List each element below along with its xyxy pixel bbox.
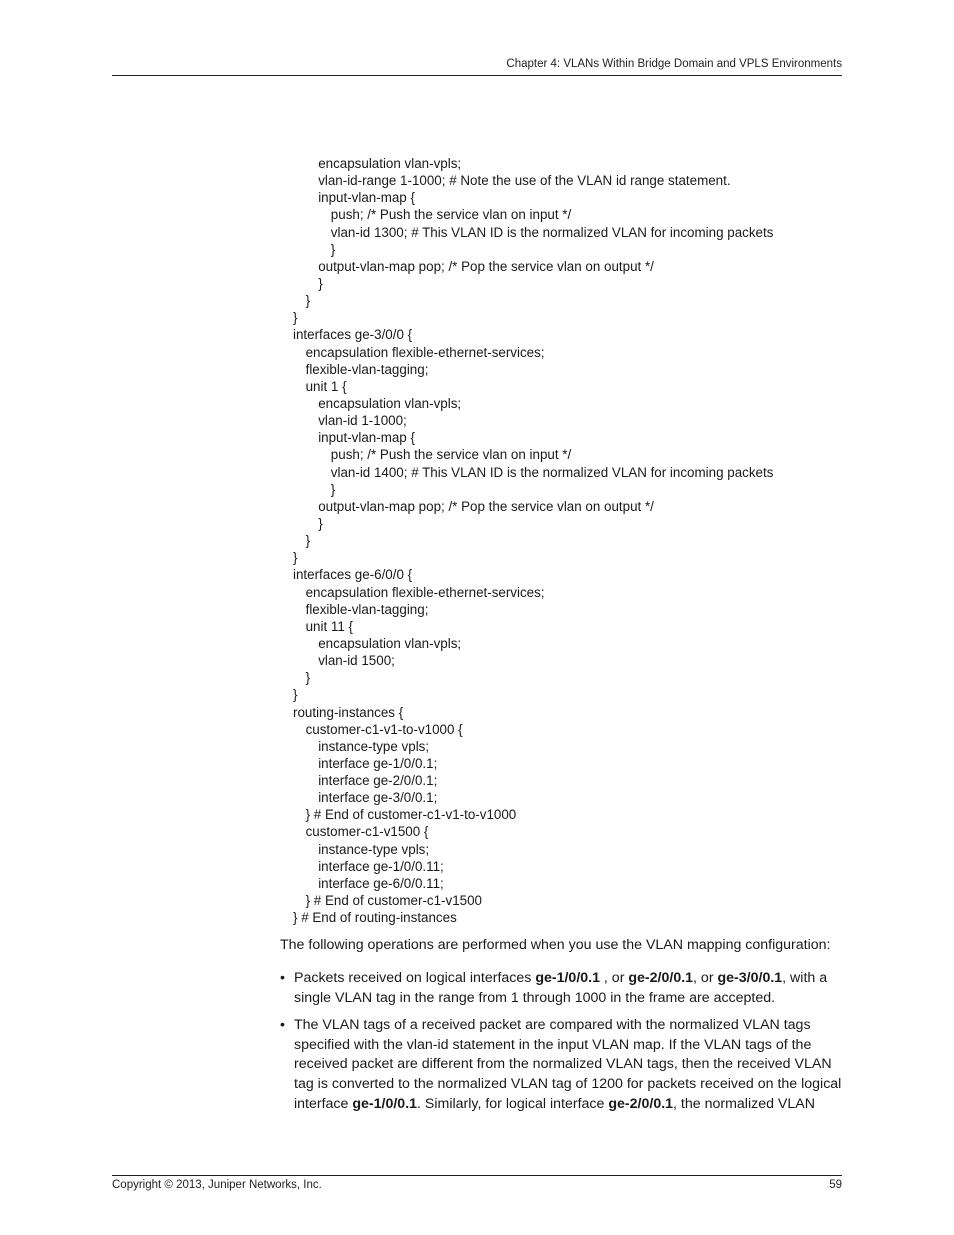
list-item: [280, 1016, 855, 1114]
code-line: }: [293, 310, 298, 326]
code-line: interface ge-2/0/0.1;: [318, 773, 438, 789]
interface-name: ge-2/0/0.1: [608, 1095, 674, 1112]
text-run: interface: [294, 1095, 353, 1112]
code-line: vlan-id 1400; # This VLAN ID is the normalized VLAN for incoming packets: [330, 464, 774, 480]
list-item-line: [294, 1055, 855, 1075]
code-line: output-vlan-map pop; /* Pop the service vlan on output */: [318, 258, 654, 274]
code-line: vlan-id 1500;: [318, 653, 395, 669]
code-line: encapsulation vlan-vpls;: [318, 635, 462, 651]
text-run: , the normalized VLAN: [673, 1095, 815, 1112]
config-code-block: [293, 155, 853, 926]
code-line: } # End of routing-instances: [293, 910, 457, 926]
bullet-marker: •: [280, 970, 285, 986]
code-line: encapsulation flexible-ethernet-services;: [305, 584, 545, 600]
code-line: output-vlan-map pop; /* Pop the service vlan on output */: [318, 498, 654, 514]
code-line: flexible-vlan-tagging;: [305, 601, 429, 617]
code-line: }: [330, 241, 336, 257]
footer-rule: [112, 1175, 842, 1176]
code-line: }: [330, 481, 336, 497]
interface-name: ge-2/0/0.1: [628, 970, 694, 986]
code-line: input-vlan-map {: [318, 190, 415, 206]
code-line: interface ge-3/0/0.1;: [318, 790, 438, 806]
code-line: }: [293, 687, 298, 703]
code-line: unit 11 {: [305, 618, 353, 634]
code-line: customer-c1-v1500 {: [305, 824, 429, 840]
code-line: interface ge-1/0/0.11;: [318, 858, 444, 874]
page-number: 59: [829, 1179, 842, 1191]
copyright: Copyright © 2013, Juniper Networks, Inc.: [112, 1179, 322, 1191]
text-run: single VLAN tag in the range from 1 through 1000 in the frame are accepted.: [294, 989, 776, 1006]
code-line: encapsulation vlan-vpls;: [318, 395, 462, 411]
list-item-line: [294, 989, 855, 1009]
code-line: }: [318, 515, 323, 531]
code-line: interface ge-1/0/0.1;: [318, 755, 438, 771]
code-line: instance-type vpls;: [318, 738, 430, 754]
interface-name: ge-3/0/0.1: [717, 970, 783, 986]
code-line: vlan-id-range 1-1000; # Note the use of the VLAN id range statement.: [318, 173, 731, 189]
text-run: The VLAN tags of a received packet are compared with the normalized VLAN tags: [294, 1017, 811, 1034]
code-line: vlan-id 1-1000;: [318, 413, 407, 429]
text-run: specified with the vlan-id statement in the input VLAN map. If the VLAN tags of the: [294, 1036, 812, 1053]
code-line: routing-instances {: [293, 704, 404, 720]
text-run: , with a: [782, 970, 828, 986]
bullet-marker: •: [280, 1017, 285, 1034]
code-line: }: [305, 293, 311, 309]
code-line: }: [293, 550, 298, 566]
list-item-line: [294, 1016, 855, 1036]
text-run: , or: [693, 970, 718, 986]
code-line: interfaces ge-6/0/0 {: [293, 567, 413, 583]
code-line: unit 1 {: [305, 378, 347, 394]
intro-paragraph: The following operations are performed when you use the VLAN mapping configuration:: [280, 937, 831, 953]
code-line: flexible-vlan-tagging;: [305, 361, 429, 377]
code-line: interfaces ge-3/0/0 {: [293, 327, 413, 343]
text-run: . Similarly, for logical interface: [417, 1095, 609, 1112]
code-line: push; /* Push the service vlan on input */: [330, 207, 572, 223]
text-run: tag is converted to the normalized VLAN tag of 1200 for packets received on the logical: [294, 1075, 842, 1092]
code-line: } # End of customer-c1-v1500: [305, 893, 482, 909]
list-item: [280, 969, 855, 1008]
code-line: vlan-id 1300; # This VLAN ID is the normalized VLAN for incoming packets: [330, 224, 774, 240]
interface-name: ge-1/0/0.1: [535, 970, 600, 986]
text-run: Packets received on logical interfaces: [294, 970, 536, 986]
code-line: interface ge-6/0/0.11;: [318, 875, 444, 891]
code-line: push; /* Push the service vlan on input */: [330, 447, 572, 463]
header-rule: [112, 75, 842, 76]
list-item-line: [294, 1075, 855, 1095]
running-head: Chapter 4: VLANs Within Bridge Domain and VPLS Environments: [506, 58, 842, 70]
code-line: encapsulation vlan-vpls;: [318, 156, 462, 171]
list-item-line: [294, 1095, 855, 1115]
list-item-line: [294, 1036, 855, 1056]
code-line: }: [318, 275, 323, 291]
interface-name: ge-1/0/0.1: [352, 1095, 418, 1112]
code-line: input-vlan-map {: [318, 430, 415, 446]
code-line: }: [305, 670, 311, 686]
text-run: , or: [599, 970, 629, 986]
code-line: encapsulation flexible-ethernet-services;: [305, 344, 545, 360]
code-line: customer-c1-v1-to-v1000 {: [305, 721, 463, 737]
text-run: received packet are different from the normalized VLAN tags, then the received VLAN: [294, 1056, 832, 1073]
code-line: instance-type vpls;: [318, 841, 430, 857]
operations-list: [280, 969, 855, 1122]
code-line: } # End of customer-c1-v1-to-v1000: [305, 807, 517, 823]
code-line: }: [305, 533, 311, 549]
list-item-line: [294, 969, 855, 989]
